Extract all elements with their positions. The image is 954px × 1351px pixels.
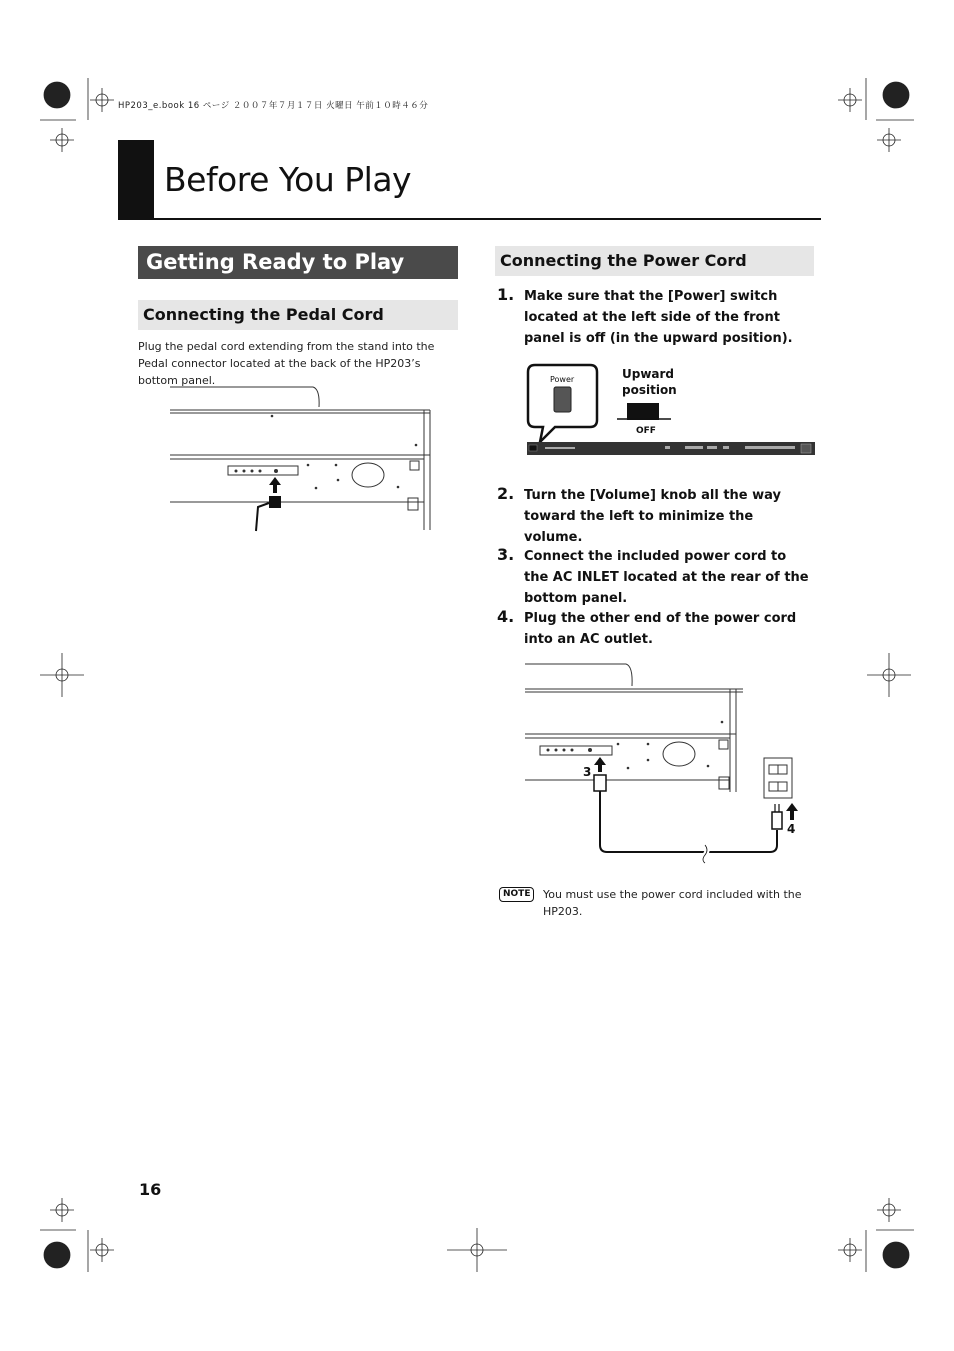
step-number: 4. — [497, 607, 515, 626]
callout-3: 3 — [583, 765, 592, 779]
section-heading: Getting Ready to Play — [138, 246, 458, 279]
upward-position-label-1: Upward — [622, 367, 675, 381]
step-number: 1. — [497, 285, 515, 304]
pedal-cord-paragraph: Plug the pedal cord extending from the stand into the Pedal connector located at the back of the HP203’s bottom panel. — [138, 340, 435, 387]
page-title: Before You Play — [164, 160, 412, 199]
callout-4: 4 — [787, 822, 796, 836]
print-header: HP203_e.book 16 ページ ２００７年７月１７日 火曜日 午前１０時４６分 — [118, 101, 429, 111]
title-bar-block — [118, 140, 154, 220]
power-cord-subheading: Connecting the Power Cord — [495, 246, 814, 276]
page-number: 16 — [139, 1180, 162, 1199]
step-number: 3. — [497, 545, 515, 564]
power-switch-illustration — [525, 360, 817, 456]
pedal-connector-illustration — [168, 385, 434, 535]
note-badge: NOTE — [499, 887, 534, 902]
off-label: OFF — [636, 426, 656, 436]
step-number: 2. — [497, 484, 515, 503]
power-cord-illustration — [490, 662, 810, 867]
step-text: Make sure that the [Power] switch located at the left side of the front panel is off (in the upward position). — [524, 289, 793, 346]
upward-position-label-2: position — [622, 383, 677, 397]
pedal-cord-subheading: Connecting the Pedal Cord — [138, 300, 458, 330]
step-text: Connect the included power cord to the AC INLET located at the rear of the bottom panel. — [524, 549, 809, 606]
title-rule — [118, 218, 821, 220]
step-text: Turn the [Volume] knob all the way toward the left to minimize the volume. — [524, 488, 782, 545]
power-switch-label: Power — [550, 375, 575, 384]
note-text: You must use the power cord included with the HP203. — [543, 888, 802, 918]
step-text: Plug the other end of the power cord into an AC outlet. — [524, 611, 797, 647]
